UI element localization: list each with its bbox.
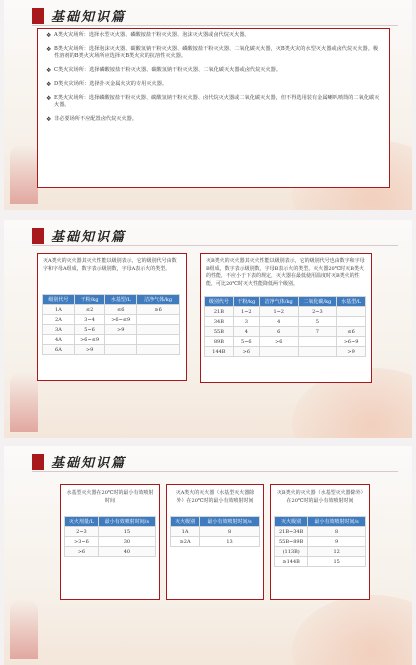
table-cell: 4A <box>43 335 75 345</box>
table-cell: 3A <box>43 325 75 335</box>
list-item: ❖ E类火灾场所：选择磷酸铵盐干粉灭火器、碳酸氢钠干粉灭火器、卤代烷灭火器或二氧化碳灭火器，但不得选用装有金属喇叭喷筒的二氧化碳灭火器。 <box>46 95 380 108</box>
table-row <box>275 527 366 537</box>
table-cell: 6A <box>43 345 75 355</box>
section-title: 基础知识篇 <box>51 10 127 25</box>
class-b-description: 灭B类火的灭火器其灭火性能以级别表示，它的级别代号也由数字和字母B组成，数字表示级别数，字母B表示火的类型。灭火器20℃时灭B类火的性能，不应小于下表的规定，灭火器在最低使用温度时灭B类火的性能，可比20℃时灭火性能降低两个级别。 <box>206 258 365 287</box>
table-cell: ≥2A <box>171 537 200 547</box>
slide-spray-time <box>4 446 412 665</box>
table-cell: 3~4 <box>74 315 104 325</box>
table-cell: 21B <box>205 307 234 317</box>
water-spray-panel: 水基型灭火器在20℃时的最小有效喷射时间 <box>60 484 160 600</box>
table-cell: 55B <box>205 327 234 337</box>
table-header-cell: 灭火剂量/L <box>65 517 99 527</box>
table-cell: 1A <box>171 527 200 537</box>
table-cell <box>298 337 337 347</box>
diamond-bullet-icon: ❖ <box>46 32 52 39</box>
table-cell: 1~2 <box>233 307 259 317</box>
table-cell: 5~6 <box>233 337 259 347</box>
table-cell: 15 <box>98 527 155 537</box>
table-cell: (113B) <box>275 547 308 557</box>
table-row <box>65 527 156 537</box>
table-cell <box>337 317 366 327</box>
class-a-description: 灭A类火的灭火器其灭火性能以级别表示，它的级别代号由数字和字母A组成，数字表示级别数，字母A表示火的类型。 <box>43 258 177 272</box>
class-b-spray-panel: 灭B类火的灭火器（水基型灭火器除外）在20℃时的最小有效喷射时间 <box>270 484 370 600</box>
table-cell: 1A <box>43 305 75 315</box>
table-cell: 5 <box>298 317 337 327</box>
table-cell: 2~3 <box>298 307 337 317</box>
table-header-cell: 最小有效喷射时间/s <box>308 517 366 527</box>
table-cell: >9 <box>105 325 137 335</box>
water-spray-time-table <box>64 516 156 557</box>
diamond-bullet-icon: ❖ <box>46 81 52 88</box>
section-header <box>32 452 126 471</box>
table-cell: 3 <box>233 317 259 327</box>
table-cell: 21B~34B <box>275 527 308 537</box>
diamond-bullet-icon: ❖ <box>46 116 52 123</box>
table-header-cell: 干粉/kg <box>74 295 104 305</box>
table-cell: 9 <box>308 537 366 547</box>
table-cell: 5~6 <box>74 325 104 335</box>
table-cell: >6~9 <box>337 337 366 347</box>
table-cell: ≤2 <box>74 305 104 315</box>
table-cell <box>137 315 180 325</box>
table-row <box>43 315 180 325</box>
header-divider <box>32 245 398 246</box>
table-row <box>43 325 180 335</box>
slide-extinguisher-selection <box>4 0 412 210</box>
table-cell: ≥6 <box>137 305 180 315</box>
table-cell: >9 <box>337 347 366 357</box>
table-cell: >6 <box>233 347 259 357</box>
table-header-cell: 级别代号 <box>43 295 75 305</box>
table-cell: 144B <box>205 347 234 357</box>
header-divider <box>32 25 398 26</box>
table-row <box>275 537 366 547</box>
table-row <box>205 307 366 317</box>
list-item: ❖ D类火灾场所：选择扑灭金属火灾的专用灭火器。 <box>46 81 168 88</box>
table-row <box>275 557 366 567</box>
table-row <box>43 305 180 315</box>
table-row <box>171 537 260 547</box>
red-flag-marker <box>32 228 44 244</box>
list-item: ❖ 非必要场所不应配置卤代烷灭火器。 <box>46 116 138 123</box>
header-divider <box>32 471 398 472</box>
table-cell: 30 <box>98 537 155 547</box>
diamond-bullet-icon: ❖ <box>46 95 52 102</box>
section-header <box>32 226 126 245</box>
table-cell <box>105 335 137 345</box>
list-item: ❖ B类火灾场所：选择泡沫灭火器、碳酸氢钠干粉灭火器、磷酸铵盐干粉灭火器、二氧化碳灭火器，灭B类火灾的水型灭火器或卤代烷灭火器。极性溶剂的B类火灾场所应选择灭B类火灾的抗溶性灭火器。 <box>46 46 379 59</box>
table-cell: 8 <box>308 527 366 537</box>
table-cell: >6 <box>259 337 298 347</box>
table-header-cell: 级别代号 <box>205 297 234 307</box>
table-cell <box>137 345 180 355</box>
table-cell: >9 <box>74 345 104 355</box>
selection-rules-box <box>37 28 390 188</box>
table-cell: 4 <box>233 327 259 337</box>
table-header-cell: 最小有效喷射时间/s <box>98 517 155 527</box>
table-cell <box>298 347 337 357</box>
class-a-spray-time-table <box>170 516 260 547</box>
table-cell: 1~2 <box>259 307 298 317</box>
table-cell: 40 <box>98 547 155 557</box>
table-row <box>205 337 366 347</box>
table-cell: ≤6 <box>105 305 137 315</box>
table-row <box>205 317 366 327</box>
table-row <box>171 527 260 537</box>
table-row <box>205 347 366 357</box>
table-cell: 2~3 <box>65 527 99 537</box>
table-cell: 2A <box>43 315 75 325</box>
table-cell <box>337 307 366 317</box>
red-flag-marker <box>32 8 44 24</box>
section-title: 基础知识篇 <box>51 230 127 245</box>
diamond-bullet-icon: ❖ <box>46 67 52 74</box>
table-row <box>43 335 180 345</box>
slide-fire-rating <box>4 220 412 438</box>
red-flag-marker <box>32 454 44 470</box>
table-cell: 6 <box>259 327 298 337</box>
list-item: ❖ C类火灾场所：选择磷酸铵盐干粉灭火器、碳酸氢钠干粉灭火器、二氧化碳灭火器或卤代烷灭火器。 <box>46 67 282 74</box>
table-cell <box>137 325 180 335</box>
table-header-cell: 二氧化碳/kg <box>298 297 337 307</box>
table-header-cell: 水基型/L <box>337 297 366 307</box>
table-cell: 4 <box>259 317 298 327</box>
list-item: ❖ A类火灾场所：选择水型灭火器、磷酸铵盐干粉灭火器、泡沫灭火器或卤代烷灭火器。 <box>46 32 250 39</box>
table-row <box>275 547 366 557</box>
table-row <box>65 537 156 547</box>
table-cell <box>137 335 180 345</box>
class-a-spray-panel: 灭A类火的灭火器（水基型灭火器除外）在20℃时的最小有效喷射时间 <box>166 484 264 600</box>
table-cell: 15 <box>308 557 366 567</box>
table-header-cell: 干粉/kg <box>233 297 259 307</box>
table-header-cell: 灭火级别 <box>275 517 308 527</box>
table-cell: 34B <box>205 317 234 327</box>
table-cell: 7 <box>298 327 337 337</box>
table-row <box>43 345 180 355</box>
class-a-rating-table <box>42 294 180 355</box>
table-cell: 55B~89B <box>275 537 308 547</box>
section-header <box>32 6 126 25</box>
table-header-cell: 洁净气体/kg <box>137 295 180 305</box>
table-header-cell: 灭火级别 <box>171 517 200 527</box>
table-cell: ≤6 <box>337 327 366 337</box>
table-row <box>205 327 366 337</box>
table-header-cell: 最小有效喷射时间/s <box>200 517 260 527</box>
table-cell: 89B <box>205 337 234 347</box>
table-cell <box>259 347 298 357</box>
diamond-bullet-icon: ❖ <box>46 46 52 53</box>
section-title: 基础知识篇 <box>51 456 127 471</box>
table-cell: >6~≤9 <box>74 335 104 345</box>
table-cell: ≥144B <box>275 557 308 567</box>
table-row <box>65 547 156 557</box>
table-header-cell: 洁净气体/kg <box>259 297 298 307</box>
table-cell: >3~6 <box>65 537 99 547</box>
table-cell <box>105 345 137 355</box>
table-cell: 12 <box>308 547 366 557</box>
table-cell: 13 <box>200 537 260 547</box>
class-b-spray-time-table <box>274 516 366 567</box>
class-b-rating-table <box>204 296 366 357</box>
table-cell: >6~≤9 <box>105 315 137 325</box>
table-cell: >6 <box>65 547 99 557</box>
table-header-cell: 水基型/L <box>105 295 137 305</box>
table-cell: 8 <box>200 527 260 537</box>
